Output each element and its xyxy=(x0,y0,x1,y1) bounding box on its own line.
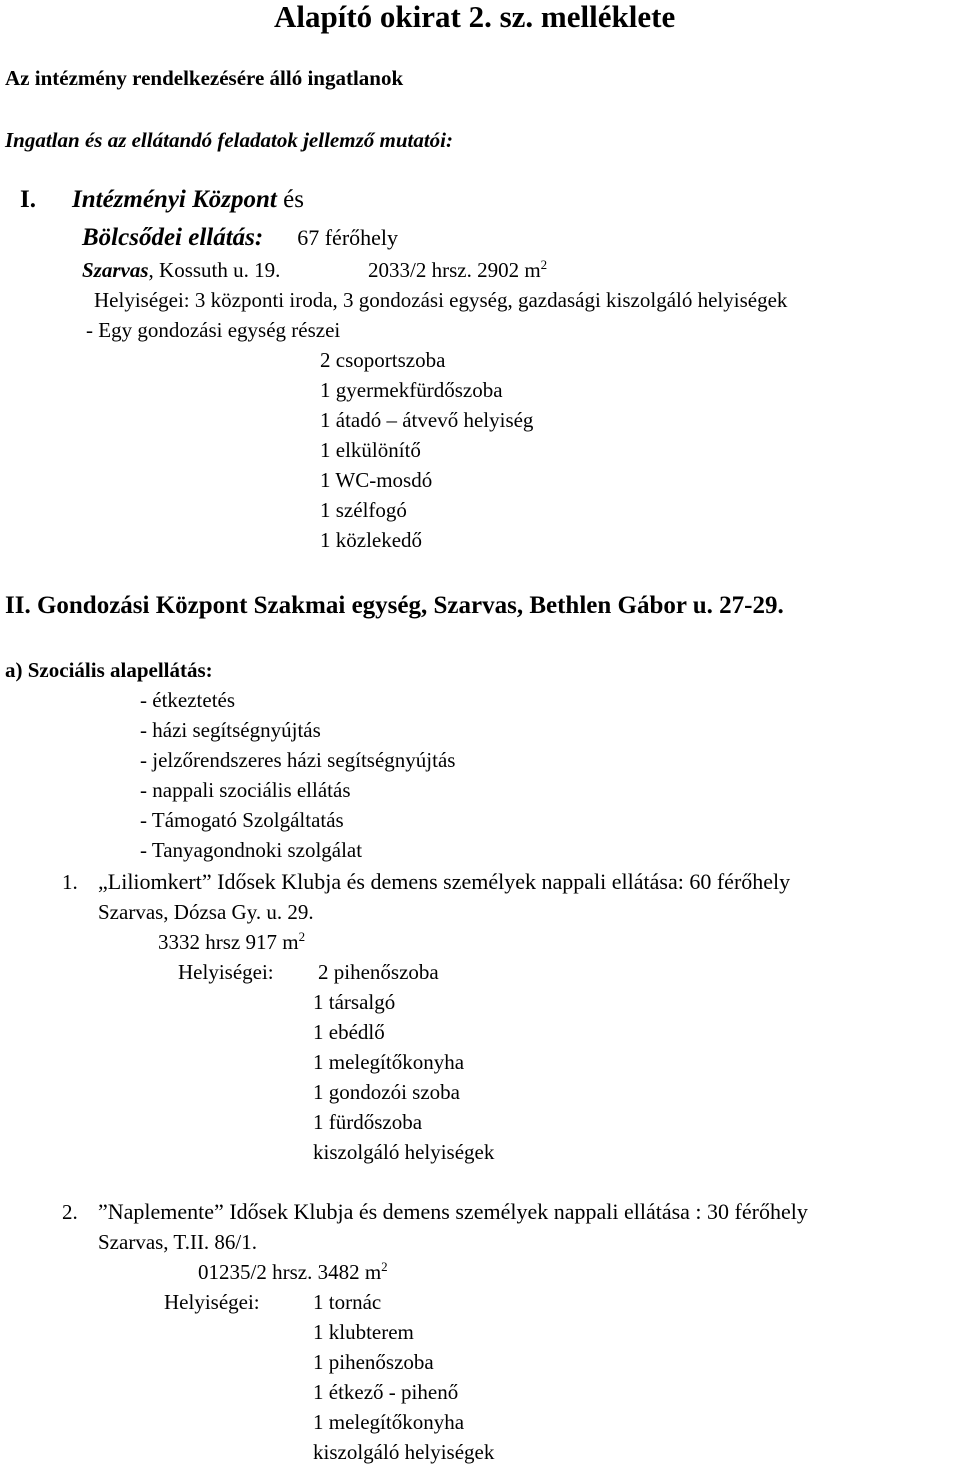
service-item: - jelzőrendszeres házi segítségnyújtás xyxy=(140,748,456,772)
section-2-sub-a: a) Szociális alapellátás: xyxy=(5,658,213,682)
section-1-and: és xyxy=(276,186,304,213)
club-1-parcel xyxy=(158,930,305,954)
club-2-room: 1 klubterem xyxy=(313,1320,414,1344)
unit-item: 1 közlekedő xyxy=(320,528,423,552)
document-title: Alapító okirat 2. sz. melléklete xyxy=(274,0,676,34)
unit-item: 1 gyermekfürdőszoba xyxy=(320,378,503,402)
section-1-rooms: Helyiségei: 3 központi iroda, 3 gondozási egység, gazdasági kiszolgáló helyiségek xyxy=(94,288,788,312)
property-heading: Az intézmény rendelkezésére álló ingatlanok xyxy=(5,66,404,90)
section-1-street: , Kossuth u. 19. xyxy=(148,258,281,282)
club-2-room: 1 melegítőkonyha xyxy=(313,1410,465,1434)
service-item: - étkeztetés xyxy=(140,688,236,712)
unit-item: 1 WC-mosdó xyxy=(320,468,433,492)
club-1-parcel-exp: 2 xyxy=(298,929,306,944)
section-1-service-name: Bölcsődei ellátás: xyxy=(82,224,264,251)
section-1-service xyxy=(82,224,398,252)
section-1-parcel xyxy=(368,258,547,282)
club-2-title: ”Naplemente” Idősek Klubja és demens személyek nappali ellátása : 30 férőhely xyxy=(98,1199,808,1224)
section-1-parcel-exp: 2 xyxy=(540,257,548,272)
section-1-address xyxy=(82,258,280,282)
club-2-parcel xyxy=(198,1260,388,1284)
section-1-parcel-text: 2033/2 hrsz. 2902 m xyxy=(368,258,541,282)
section-1-unit-parts: - Egy gondozási egység részei xyxy=(86,318,341,342)
club-1-room: 1 ebédlő xyxy=(313,1020,385,1044)
club-1-room: 1 gondozói szoba xyxy=(313,1080,460,1104)
section-1-title xyxy=(20,186,304,214)
club-1-title: „Liliomkert” Idősek Klubja és demens személyek nappali ellátása: 60 férőhely xyxy=(98,869,791,894)
unit-item: 2 csoportszoba xyxy=(320,348,446,372)
club-1-room: 2 pihenőszoba xyxy=(318,960,439,984)
service-item: - nappali szociális ellátás xyxy=(140,778,351,802)
club-2-number: 2. xyxy=(62,1200,78,1224)
section-1-roman: I. xyxy=(20,186,36,213)
club-2-rooms-label: Helyiségei: xyxy=(164,1290,260,1314)
service-item: - házi segítségnyújtás xyxy=(140,718,321,742)
section-2-heading: II. Gondozási Központ Szakmai egység, Szarvas, Bethlen Gábor u. 27-29. xyxy=(5,592,784,619)
section-1-capacity: 67 férőhely xyxy=(297,225,399,250)
club-2-room: 1 étkező - pihenő xyxy=(313,1380,459,1404)
club-1-room: kiszolgáló helyiségek xyxy=(313,1140,495,1164)
unit-item: 1 szélfogó xyxy=(320,498,407,522)
club-1-address: Szarvas, Dózsa Gy. u. 29. xyxy=(98,900,314,924)
section-1-name: Intézményi Központ xyxy=(71,186,277,213)
club-1-room: 1 melegítőkonyha xyxy=(313,1050,465,1074)
club-2-room: 1 tornác xyxy=(313,1290,382,1314)
club-1-room: 1 társalgó xyxy=(313,990,396,1014)
club-2-parcel-exp: 2 xyxy=(381,1259,388,1274)
club-2-room: 1 pihenőszoba xyxy=(313,1350,434,1374)
club-1-rooms-label: Helyiségei: xyxy=(178,960,274,984)
unit-item: 1 átadó – átvevő helyiség xyxy=(320,408,534,432)
club-1-number: 1. xyxy=(62,870,78,894)
club-2-room: kiszolgáló helyiségek xyxy=(313,1440,495,1464)
section-1-city: Szarvas xyxy=(82,258,149,282)
club-1-parcel-text: 3332 hrsz 917 m xyxy=(158,930,299,954)
club-2-parcel-text: 01235/2 hrsz. 3482 m xyxy=(198,1260,382,1284)
unit-item: 1 elkülönítő xyxy=(320,438,421,462)
indicators-subheading: Ingatlan és az ellátandó feladatok jellemző mutatói: xyxy=(5,128,454,152)
service-item: - Támogató Szolgáltatás xyxy=(140,808,344,832)
club-1-room: 1 fürdőszoba xyxy=(313,1110,423,1134)
service-item: - Tanyagondnoki szolgálat xyxy=(140,838,363,862)
club-2-address: Szarvas, T.II. 86/1. xyxy=(98,1230,258,1254)
